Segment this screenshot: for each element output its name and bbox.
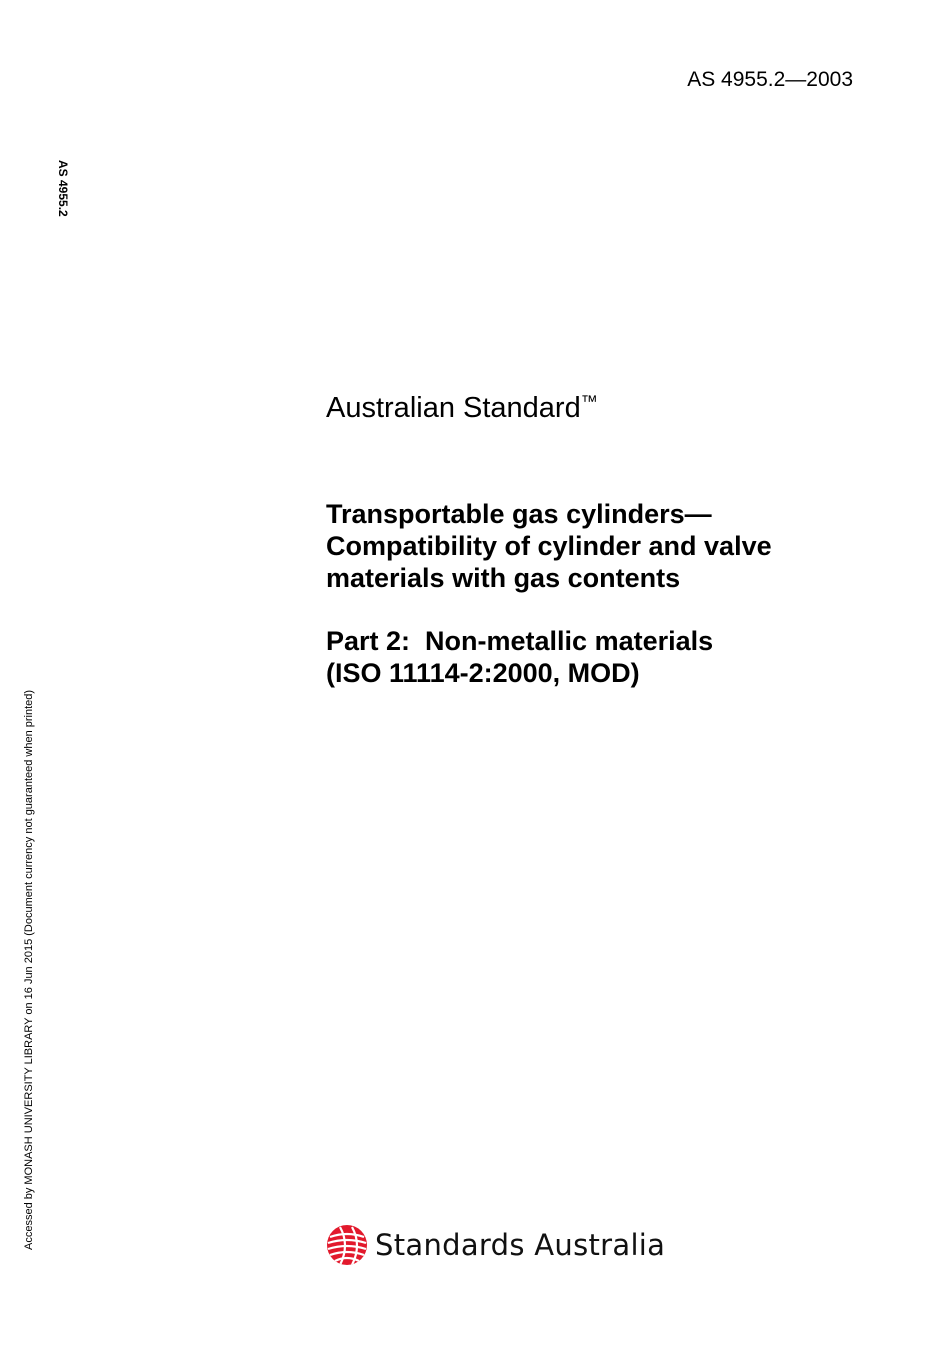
spine-label: AS 4955.2 (56, 160, 70, 217)
standard-label (326, 392, 598, 425)
part-line: (ISO 11114-2:2000, MOD) (326, 658, 640, 688)
trademark-symbol: ™ (580, 392, 598, 411)
standards-australia-globe-icon (326, 1224, 368, 1266)
publisher-name: Standards Australia (375, 1228, 666, 1262)
publisher-logo (326, 1222, 665, 1268)
part-line: Part 2: Non-metallic materials (326, 626, 714, 656)
access-watermark-note: Accessed by MONASH UNIVERSITY LIBRARY on 16 Jun 2015 (Document currency not guaranteed when printed) (23, 689, 35, 1250)
document-title (326, 498, 886, 594)
title-line: materials with gas contents (326, 563, 681, 593)
document-number: AS 4955.2—2003 (687, 68, 853, 91)
title-line: Compatibility of cylinder and valve (326, 531, 772, 561)
part-title (326, 625, 886, 689)
title-line: Transportable gas cylinders— (326, 499, 712, 529)
standard-label-text: Australian Standard (326, 392, 581, 424)
